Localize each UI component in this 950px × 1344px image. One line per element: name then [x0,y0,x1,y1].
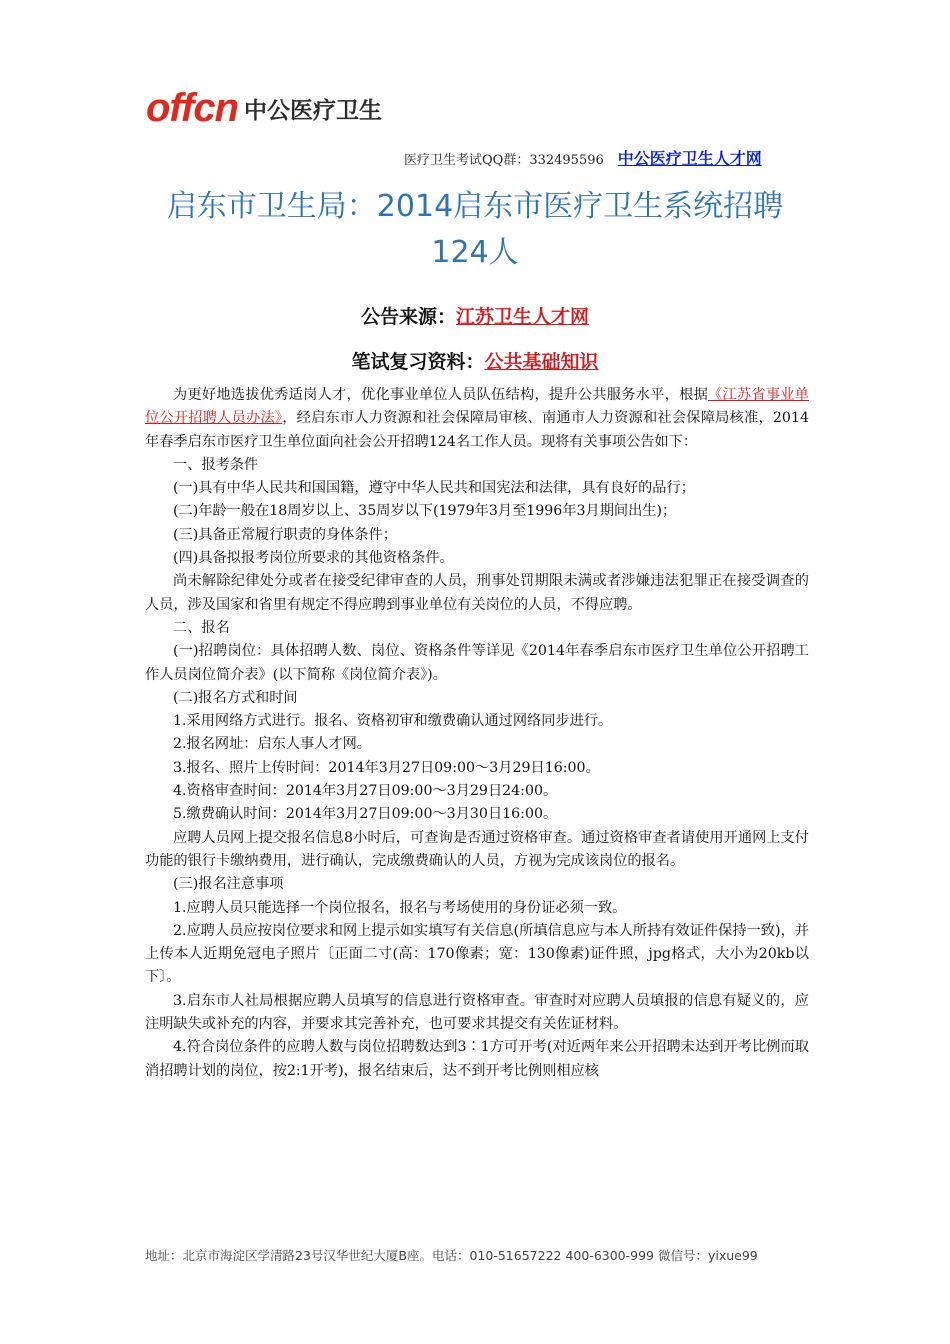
intro-text-b: ，经启东市人力资源和社会保障局审核、南通市人力资源和社会保障局核准，2014年春季启东市医疗卫生单位面向社会公开招聘124名工作人员。现将有关事项公告如下： [145,410,809,450]
paragraph: (三)报名注意事项 [173,876,284,893]
source-link[interactable]: 江苏卫生人才网 [456,306,590,328]
page-footer: 地址：北京市海淀区学清路23号汉华世纪大厦B座。电话：010-51657222 400-6300-999 微信号：yixue99 [145,1248,758,1263]
paragraph: 1.应聘人员只能选择一个岗位报名，报名与考场使用的身份证必须一致。 [173,899,627,916]
paragraph: 3.启东市人社局根据应聘人员填写的信息进行资格审查。审查时对应聘人员填报的信息有疑义的，应注明缺失或补充的内容，并要求其完善补充，也可要求其提交有关佐证材料。 [145,992,809,1033]
title-line-2: 124人 [431,235,519,270]
paragraph: 5.缴费确认时间：2014年3月27日09:00～3月30日16:00。 [173,806,558,823]
qq-group-label: 医疗卫生考试QQ群：332495596 [404,153,604,168]
logo-text: 中公医疗卫生 [244,98,383,124]
review-label: 笔试复习资料： [351,351,485,373]
site-link[interactable]: 中公医疗卫生人才网 [617,149,762,168]
article-body [145,384,809,1083]
regulation-link[interactable]: 《江苏省事业单位公开招聘人员办法》 [145,387,809,427]
paragraph: 2.应聘人员应按岗位要求和网上提示如实填写有关信息(所填信息应与本人所持有效证件保持一致)，并上传本人近期免冠电子照片〔正面二寸(高：170像素；宽：130像素)证件照，jpg格式，大小为20kb以下〕。 [145,922,809,986]
paragraph: 4.资格审查时间：2014年3月27日09:00～3月29日24:00。 [173,783,558,800]
source-label: 公告来源： [360,306,456,328]
section-heading: 二、报名 [173,619,230,636]
paragraph: (二)年龄一般在18周岁以上、35周岁以下(1979年3月至1996年3月期间出生)； [173,503,677,520]
page-title [100,184,850,276]
paragraph: (二)报名方式和时间 [173,689,298,706]
review-line [0,347,950,374]
logo-mark: offcn [146,86,239,130]
title-line-1: 启东市卫生局：2014启东市医疗卫生系统招聘 [166,189,784,224]
paragraph: 2.报名网址：启东人事人才网。 [173,736,371,753]
paragraph: 3.报名、照片上传时间：2014年3月27日09:00～3月29日16:00。 [173,759,600,776]
paragraph: (一)具有中华人民共和国国籍，遵守中华人民共和国宪法和法律，具有良好的品行； [173,480,695,497]
paragraph: (三)具备正常履行职责的身体条件； [173,526,397,543]
review-link[interactable]: 公共基础知识 [484,351,599,373]
intro-paragraph [145,384,809,454]
paragraph: 4.符合岗位条件的应聘人数与岗位招聘数达到3∶1方可开考(对近两年来公开招聘未达到开考比例而取消招聘计划的岗位，按2:1开考)，报名结束后，达不到开考比例则相应核 [145,1039,809,1079]
paragraph: (四)具备拟报考岗位所要求的其他资格条件。 [173,550,454,567]
qq-group-line [404,146,762,169]
paragraph: 应聘人员网上提交报名信息8小时后，可查询是否通过资格审查。通过资格审查者请使用开通网上支付功能的银行卡缴纳费用，进行确认，完成缴费确认的人员，方视为完成该岗位的报名。 [145,829,809,869]
source-line [0,302,950,329]
intro-text-a: 为更好地选拔优秀适岗人才，优化事业单位人员队伍结构，提升公共服务水平，根据 [173,387,709,403]
paragraph: 尚未解除纪律处分或者在接受纪律审查的人员，刑事处罚期限未满或者涉嫌违法犯罪正在接受调查的人员，涉及国家和省里有规定不得应聘到事业单位有关岗位的人员，不得应聘。 [145,573,809,613]
offcn-logo [146,88,382,128]
section-heading: 一、报考条件 [173,456,259,473]
paragraph: 1.采用网络方式进行。报名、资格初审和缴费确认通过网络同步进行。 [173,713,613,730]
paragraph: (一)招聘岗位：具体招聘人数、岗位、资格条件等详见《2014年春季启东市医疗卫生单位公开招聘工作人员岗位简介表》(以下简称《岗位简介表》)。 [145,643,809,683]
